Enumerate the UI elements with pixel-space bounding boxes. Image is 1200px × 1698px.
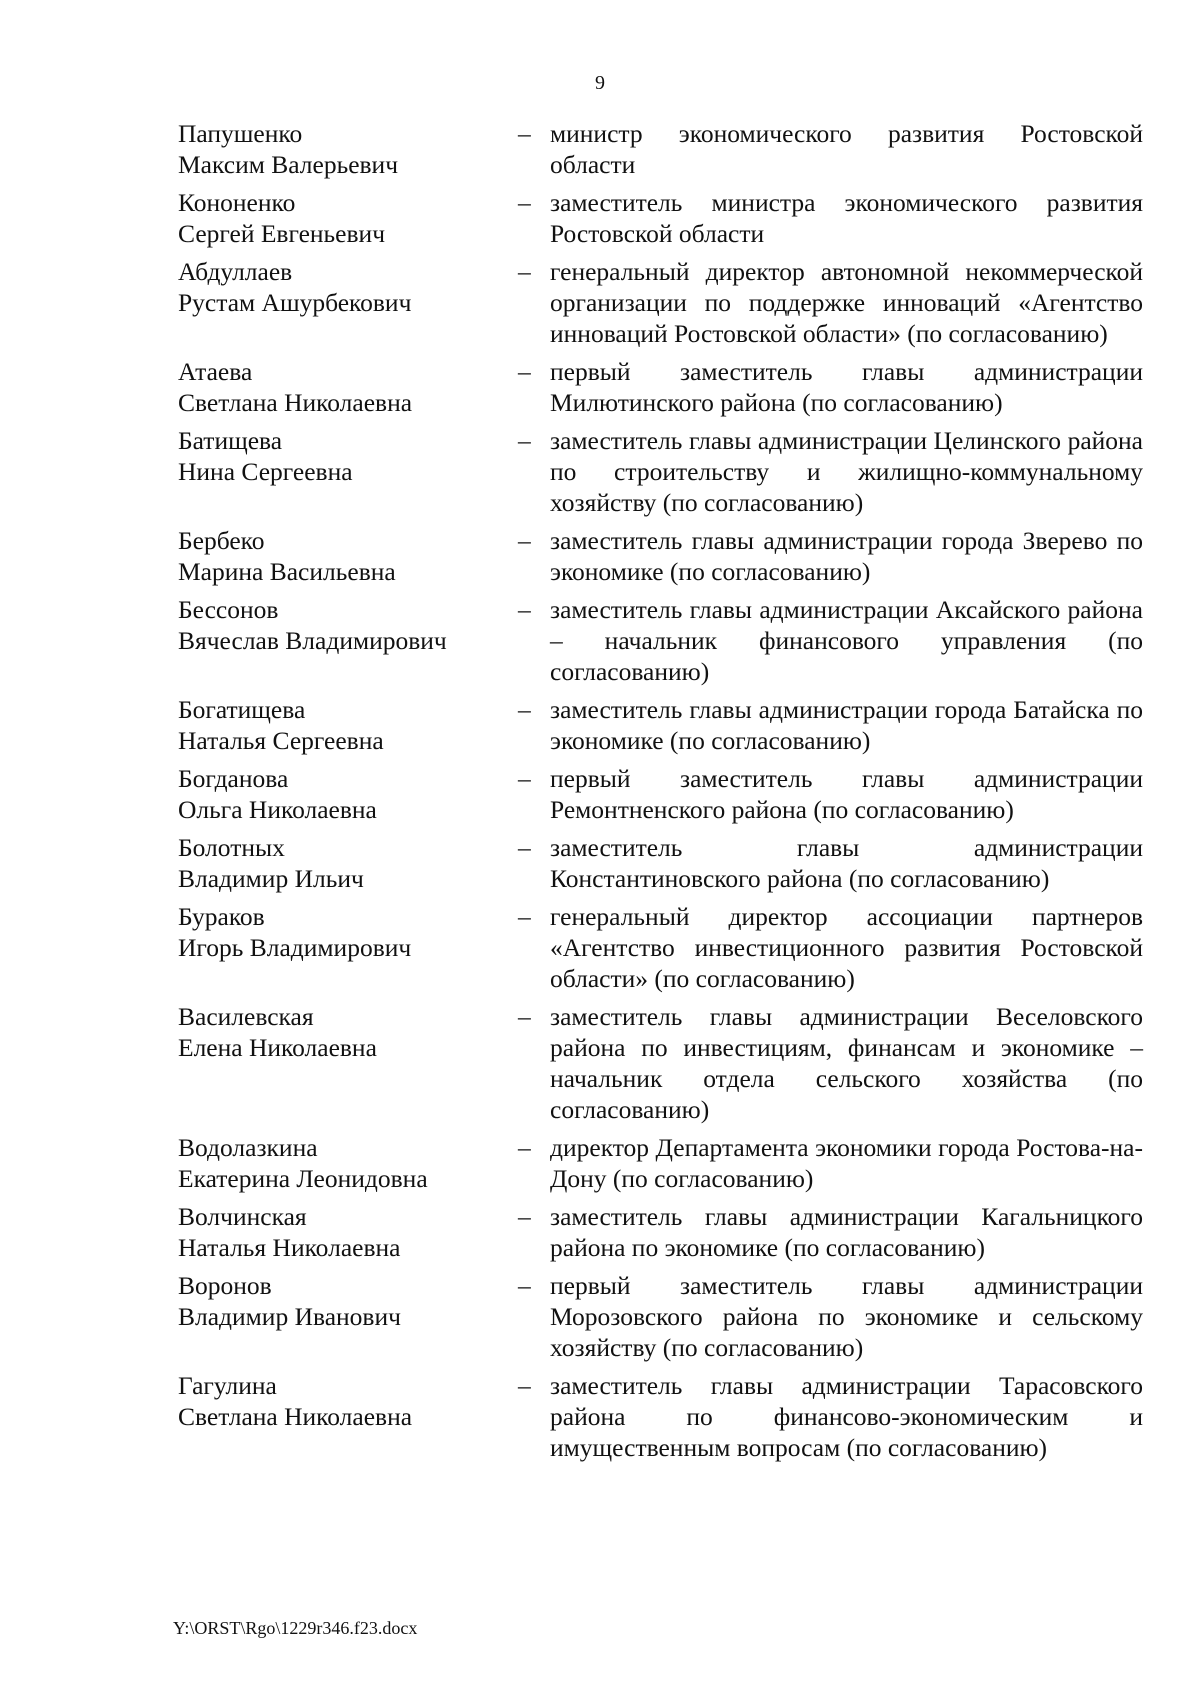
member-surname: Богатищева	[178, 695, 306, 724]
member-role: директор Департамента экономики города Ростова-на-Дону (по согласованию)	[550, 1133, 1143, 1193]
member-entry	[178, 832, 1143, 894]
member-name	[178, 1001, 518, 1125]
member-given-names: Игорь Владимирович	[178, 933, 412, 962]
member-dash: –	[518, 119, 531, 148]
member-given-names: Максим Валерьевич	[178, 150, 399, 179]
member-role: первый заместитель главы администрации Морозовского района по экономике и сельскому хозяйству (по согласованию)	[550, 1271, 1143, 1362]
member-given-names: Владимир Ильич	[178, 864, 364, 893]
member-surname: Болотных	[178, 833, 285, 862]
member-given-names: Владимир Иванович	[178, 1302, 401, 1331]
member-name	[178, 832, 518, 894]
member-role: министр экономического развития Ростовской области	[550, 119, 1143, 179]
member-name	[178, 256, 518, 349]
member-given-names: Ольга Николаевна	[178, 795, 377, 824]
member-name	[178, 118, 518, 180]
member-entry	[178, 356, 1143, 418]
member-surname: Гагулина	[178, 1371, 277, 1400]
member-entry	[178, 1132, 1143, 1194]
member-entry	[178, 594, 1143, 687]
member-given-names: Елена Николаевна	[178, 1033, 377, 1062]
member-dash: –	[518, 902, 531, 931]
member-dash: –	[518, 1133, 531, 1162]
member-given-names: Сергей Евгеньевич	[178, 219, 386, 248]
member-name	[178, 1201, 518, 1263]
member-surname: Атаева	[178, 357, 253, 386]
member-name	[178, 525, 518, 587]
member-role: первый заместитель главы администрации Милютинского района (по согласованию)	[550, 357, 1143, 417]
member-role: заместитель главы администрации города Батайска по экономике (по согласованию)	[550, 695, 1143, 755]
member-entry	[178, 118, 1143, 180]
member-given-names: Наталья Николаевна	[178, 1233, 401, 1262]
member-surname: Батищева	[178, 426, 283, 455]
member-surname: Волчинская	[178, 1202, 307, 1231]
member-role: заместитель главы администрации города Зверево по экономике (по согласованию)	[550, 526, 1143, 586]
member-dash: –	[518, 595, 531, 624]
member-role: генеральный директор ассоциации партнеров «Агентство инвестиционного развития Ростовской области» (по согласованию)	[550, 902, 1143, 993]
member-entry	[178, 1270, 1143, 1363]
member-given-names: Светлана Николаевна	[178, 388, 413, 417]
member-surname: Бессонов	[178, 595, 279, 624]
member-role: заместитель министра экономического развития Ростовской области	[550, 188, 1143, 248]
member-surname: Папушенко	[178, 119, 303, 148]
member-dash: –	[518, 1202, 531, 1231]
member-role: заместитель главы администрации Тарасовского района по финансово-экономическим и имущественным вопросам (по согласованию)	[550, 1371, 1143, 1462]
member-surname: Воронов	[178, 1271, 272, 1300]
member-dash: –	[518, 695, 531, 724]
member-entry	[178, 901, 1143, 994]
member-name	[178, 1270, 518, 1363]
member-role: первый заместитель главы администрации Ремонтненского района (по согласованию)	[550, 764, 1143, 824]
member-role: заместитель главы администрации Константиновского района (по согласованию)	[550, 833, 1143, 893]
member-given-names: Рустам Ашурбекович	[178, 288, 412, 317]
member-dash: –	[518, 257, 531, 286]
member-name	[178, 901, 518, 994]
member-name	[178, 187, 518, 249]
member-surname: Водолазкина	[178, 1133, 318, 1162]
member-name	[178, 425, 518, 518]
member-given-names: Марина Васильевна	[178, 557, 396, 586]
member-given-names: Светлана Николаевна	[178, 1402, 413, 1431]
member-name	[178, 356, 518, 418]
footer-file-path: Y:\ORST\Rgo\1229r346.f23.docx	[173, 1618, 418, 1638]
member-dash: –	[518, 526, 531, 555]
member-entry	[178, 763, 1143, 825]
member-surname: Бербеко	[178, 526, 265, 555]
member-entry	[178, 256, 1143, 349]
member-entry	[178, 525, 1143, 587]
member-given-names: Вячеслав Владимирович	[178, 626, 447, 655]
members-list	[178, 118, 1143, 1470]
member-entry	[178, 1201, 1143, 1263]
page-number: 9	[595, 72, 605, 94]
member-given-names: Наталья Сергеевна	[178, 726, 384, 755]
member-entry	[178, 1370, 1143, 1463]
member-dash: –	[518, 426, 531, 455]
member-role: заместитель главы администрации Кагальницкого района по экономике (по согласованию)	[550, 1202, 1143, 1262]
member-entry	[178, 694, 1143, 756]
member-given-names: Екатерина Леонидовна	[178, 1164, 428, 1193]
member-entry	[178, 187, 1143, 249]
member-given-names: Нина Сергеевна	[178, 457, 353, 486]
member-role: заместитель главы администрации Аксайского района – начальник финансового управления (по согласованию)	[550, 595, 1143, 686]
member-role: генеральный директор автономной некоммерческой организации по поддержке инноваций «Агентство инноваций Ростовской области» (по согласованию)	[550, 257, 1143, 348]
member-entry	[178, 1001, 1143, 1125]
member-dash: –	[518, 764, 531, 793]
member-dash: –	[518, 1371, 531, 1400]
member-dash: –	[518, 188, 531, 217]
member-dash: –	[518, 1271, 531, 1300]
member-name	[178, 1370, 518, 1463]
member-name	[178, 763, 518, 825]
member-name	[178, 1132, 518, 1194]
member-name	[178, 694, 518, 756]
member-surname: Богданова	[178, 764, 289, 793]
member-dash: –	[518, 1002, 531, 1031]
member-surname: Абдуллаев	[178, 257, 293, 286]
member-dash: –	[518, 833, 531, 862]
member-name	[178, 594, 518, 687]
member-surname: Кононенко	[178, 188, 296, 217]
member-entry	[178, 425, 1143, 518]
member-surname: Бураков	[178, 902, 265, 931]
member-role: заместитель главы администрации Веселовского района по инвестициям, финансам и экономике – начальник отдела сельского хозяйства (по согласованию)	[550, 1002, 1143, 1124]
member-surname: Василевская	[178, 1002, 314, 1031]
member-role: заместитель главы администрации Целинского района по строительству и жилищно-коммунальному хозяйству (по согласованию)	[550, 426, 1143, 517]
member-dash: –	[518, 357, 531, 386]
